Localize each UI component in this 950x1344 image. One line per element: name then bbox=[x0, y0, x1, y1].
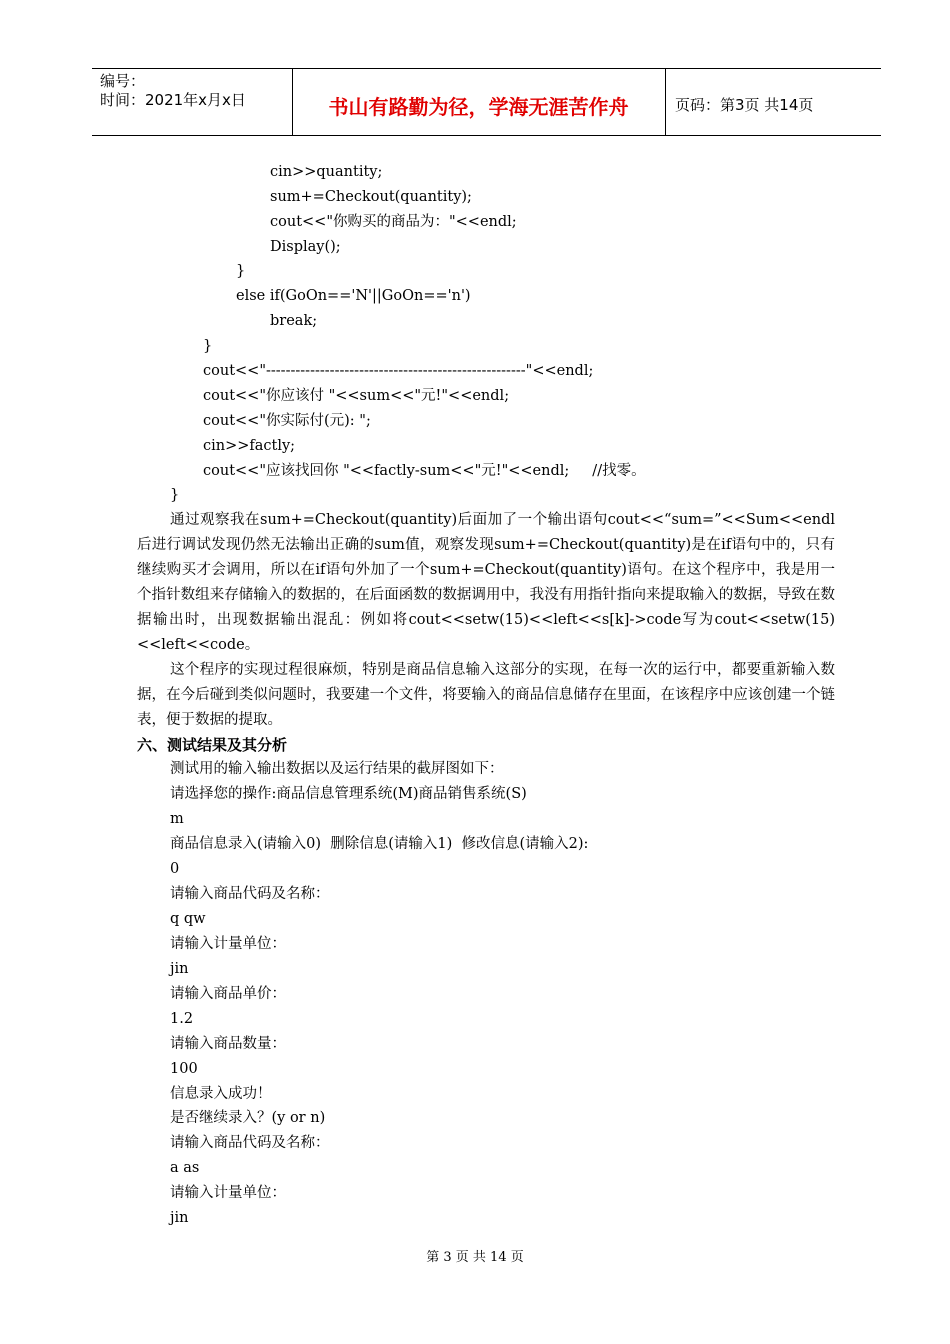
code-line: else if(GoOn=='N'||GoOn=='n') bbox=[236, 288, 471, 304]
code-line: } bbox=[203, 338, 213, 354]
code-line: cout<<"你应该付 "<<sum<<"元!"<<endl; bbox=[203, 388, 510, 404]
page-footer: 第 3 页 共 14 页 bbox=[426, 1250, 524, 1265]
header-top-rule bbox=[92, 68, 881, 69]
code-line: cout<<"你实际付(元): "; bbox=[203, 413, 371, 429]
output-line: 信息录入成功！ bbox=[170, 1086, 272, 1102]
output-line: m bbox=[170, 811, 184, 827]
code-line: } bbox=[236, 263, 246, 279]
output-line: 请输入商品数量： bbox=[170, 1036, 286, 1052]
paragraph: 这个程序的实现过程很麻烦，特别是商品信息输入这部分的实现，在每一次的运行中，都要重新输入数据，在今后碰到类似问题时，我要建一个文件，将要输入的商品信息储存在里面，在该程序中应该创建一个链表，便于数据的提取。 bbox=[137, 662, 835, 728]
output-line: 商品信息录入(请输入0) 删除信息(请输入1) 修改信息(请输入2): bbox=[170, 836, 589, 852]
output-line: q qw bbox=[170, 911, 206, 927]
code-line: cin>>quantity; bbox=[270, 164, 383, 180]
code-line: cout<<"-----------------------------------------------------"<<endl; bbox=[203, 363, 594, 379]
header-bottom-rule bbox=[92, 135, 881, 136]
header-motto: 书山有路勤为径，学海无涯苦作舟 bbox=[328, 95, 629, 119]
header-number-label: 编号： bbox=[100, 72, 146, 90]
code-line: cin>>factly; bbox=[203, 438, 296, 454]
section-title: 六、测试结果及其分析 bbox=[137, 736, 288, 754]
output-line: 1.2 bbox=[170, 1011, 194, 1027]
output-line: 请输入商品单价： bbox=[170, 986, 286, 1002]
code-line: Display(); bbox=[270, 239, 341, 255]
header-page-label: 页码：第3页 共14页 bbox=[675, 96, 814, 114]
output-line: jin bbox=[170, 961, 189, 977]
output-line: 请选择您的操作:商品信息管理系统(M)商品销售系统(S) bbox=[170, 786, 527, 802]
output-line: 测试用的输入输出数据以及运行结果的截屏图如下： bbox=[170, 761, 504, 777]
code-line: cout<<"你购买的商品为："<<endl; bbox=[270, 214, 517, 230]
analysis-text bbox=[137, 508, 835, 733]
output-line: 是否继续录入？(y or n) bbox=[170, 1110, 326, 1126]
output-line: 0 bbox=[170, 861, 180, 877]
code-line: cout<<"应该找回你 "<<factly-sum<<"元!"<<endl; //找零。 bbox=[203, 463, 646, 479]
output-line: jin bbox=[170, 1210, 189, 1226]
code-line: sum+=Checkout(quantity); bbox=[270, 189, 472, 205]
output-line: 请输入商品代码及名称： bbox=[170, 1135, 330, 1151]
code-line: break; bbox=[270, 313, 318, 329]
header-time-label: 时间：2021年x月x日 bbox=[100, 91, 246, 109]
output-line: 请输入计量单位： bbox=[170, 1185, 286, 1201]
paragraph: 通过观察我在sum+=Checkout(quantity)后面加了一个输出语句cout<<“sum=”<<Sum<<endl后进行调试发现仍然无法输出正确的sum值，观察发现sum+=Checkout(quantity)是在if语句中的，只有继续购买才会调用，所以在if语句外加了一个sum+=Checkout(quantity)语句。在这个程序中，我是用一个指针数组来存储输入的数据的，在后面函数的数据调用中，我没有用指针指向来提取输入的数据，导致在数据输出时，出现数据输出混乱：例如将cout<<setw(15)<<left<<s[k]->code写为cout<<setw(15)<<left<<code。 bbox=[137, 512, 835, 653]
output-line: a as bbox=[170, 1160, 200, 1176]
output-line: 请输入商品代码及名称： bbox=[170, 886, 330, 902]
code-line: } bbox=[170, 487, 180, 503]
output-line: 100 bbox=[170, 1061, 198, 1077]
output-line: 请输入计量单位： bbox=[170, 936, 286, 952]
header-divider-right bbox=[665, 68, 666, 135]
